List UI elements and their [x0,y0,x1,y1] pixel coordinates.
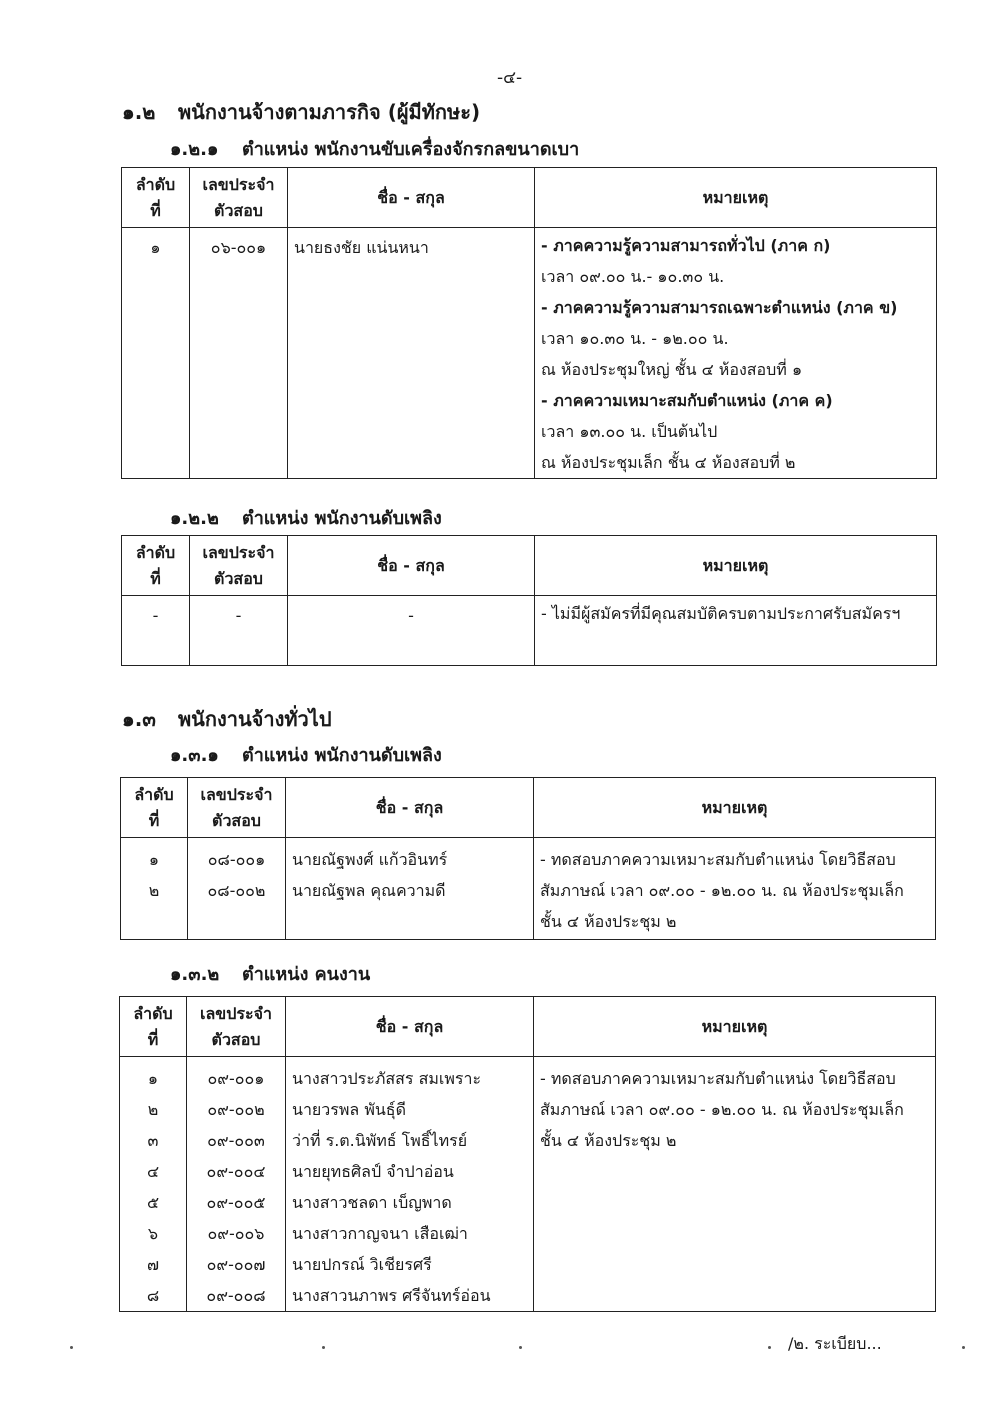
remark-cell: - ทดสอบภาคความเหมาะสมกับตำแหน่ง โดยวิธีสอบสัมภาษณ์ เวลา ๐๙.๐๐ - ๑๒.๐๐ น. ณ ห้องประชุมเล็ก ชั้น ๔ ห้องประชุม ๒ [534,838,936,940]
header-remark: หมายเหตุ [534,997,936,1057]
order-cell: ๑ ๒ ๓ ๔ ๕ ๖ ๗ ๘ [120,1057,187,1312]
section-title: พนักงานจ้างทั่วไป [178,707,332,731]
subsection-title: ตำแหน่ง พนักงานดับเพลิง [242,508,442,529]
header-id: เลขประจำ ตัวสอบ [187,997,286,1057]
name-cell: นายธงชัย แน่นหนา [288,228,535,479]
subsection-heading-1-2-1 [170,134,579,163]
table-row [122,228,937,479]
table-1-3-2 [119,996,936,1312]
subsection-heading-1-3-2 [170,959,370,988]
header-name: ชื่อ - สกุล [288,536,535,596]
header-order: ลำดับ ที่ [122,536,190,596]
subsection-number: ๑.๒.๒ [170,508,219,529]
header-id: เลขประจำ ตัวสอบ [190,168,288,228]
scan-speck [322,1346,325,1349]
subsection-number: ๑.๓.๑ [170,745,219,766]
id-cell: ๐๖-๐๐๑ [190,228,288,479]
order-cell: ๑ [122,228,190,479]
scan-speck [519,1346,522,1349]
page-number: -๔- [497,68,523,88]
subsection-title: ตำแหน่ง พนักงานขับเครื่องจักรกลขนาดเบา [242,139,580,160]
table-1-2-2 [121,535,937,666]
header-order: ลำดับ ที่ [121,778,188,838]
id-cell: - [190,596,288,666]
subsection-number: ๑.๓.๒ [170,964,220,985]
header-id: เลขประจำ ตัวสอบ [190,536,288,596]
table-1-3-1 [120,777,936,940]
header-remark: หมายเหตุ [535,168,937,228]
section-heading-1-3 [122,703,332,735]
table-row [120,1057,936,1312]
scan-speck [70,1346,73,1349]
section-number: ๑.๒ [122,100,156,124]
order-cell: - [122,596,190,666]
order-cell: ๑ ๒ [121,838,188,940]
remark-cell: - ไม่มีผู้สมัครที่มีคุณสมบัติครบตามประกาศรับสมัครฯ [535,596,937,666]
section-title: พนักงานจ้างตามภารกิจ (ผู้มีทักษะ) [178,100,481,124]
id-cell: ๐๙-๐๐๑ ๐๙-๐๐๒ ๐๙-๐๐๓ ๐๙-๐๐๔ ๐๙-๐๐๕ ๐๙-๐๐๖ ๐๙-๐๐๗ ๐๙-๐๐๘ [187,1057,286,1312]
id-cell: ๐๘-๐๐๑ ๐๘-๐๐๒ [188,838,286,940]
scan-speck [962,1346,965,1349]
header-id: เลขประจำ ตัวสอบ [188,778,286,838]
subsection-title: ตำแหน่ง คนงาน [242,964,371,985]
subsection-heading-1-2-2 [170,503,442,532]
header-remark: หมายเหตุ [534,778,936,838]
table-row [121,838,936,940]
header-remark: หมายเหตุ [535,536,937,596]
header-order: ลำดับ ที่ [120,997,187,1057]
subsection-heading-1-3-1 [170,740,442,769]
header-name: ชื่อ - สกุล [288,168,535,228]
subsection-number: ๑.๒.๑ [170,139,219,160]
section-heading-1-2 [122,96,480,128]
name-cell: นายณัฐพงศ์ แก้วอินทร์ นายณัฐพล คุณความดี [286,838,534,940]
name-cell: - [288,596,535,666]
section-number: ๑.๓ [122,707,156,731]
footer-continuation: /๒. ระเบียบ... [788,1334,882,1353]
table-row [122,596,937,666]
subsection-title: ตำแหน่ง พนักงานดับเพลิง [242,745,442,766]
remark-cell: - ภาคความรู้ความสามารถทั่วไป (ภาค ก) เวลา ๐๙.๐๐ น.- ๑๐.๓๐ น. - ภาคความรู้ความสามารถเฉพาะตำแหน่ง (ภาค ข) เวลา ๑๐.๓๐ น. - ๑๒.๐๐ น. ณ ห้องประชุมใหญ่ ชั้น ๔ ห้องสอบที่ ๑ - ภาคความเหมาะสมกับตำแหน่ง (ภาค ค) เวลา ๑๓.๐๐ น. เป็นต้นไป ณ ห้องประชุมเล็ก ชั้น ๔ ห้องสอบที่ ๒ [535,228,937,479]
table-1-2-1 [121,167,937,479]
scan-speck [768,1346,771,1349]
header-name: ชื่อ - สกุล [286,997,534,1057]
header-name: ชื่อ - สกุล [286,778,534,838]
remark-cell: - ทดสอบภาคความเหมาะสมกับตำแหน่ง โดยวิธีสอบสัมภาษณ์ เวลา ๐๙.๐๐ - ๑๒.๐๐ น. ณ ห้องประชุมเล็ก ชั้น ๔ ห้องประชุม ๒ [534,1057,936,1312]
header-order: ลำดับ ที่ [122,168,190,228]
name-cell: นางสาวประภัสสร สมเพราะ นายวรพล พันธุ์ดี ว่าที่ ร.ต.นิพัทธ์ โพธิ์ไทรย์ นายยุทธศิลป์ จำปาอ่อน นางสาวชลดา เบ็ญพาด นางสาวกาญจนา เสือเฒ่า นายปกรณ์ วิเชียรศรี นางสาวนภาพร ศรีจันทร์อ่อน [286,1057,534,1312]
